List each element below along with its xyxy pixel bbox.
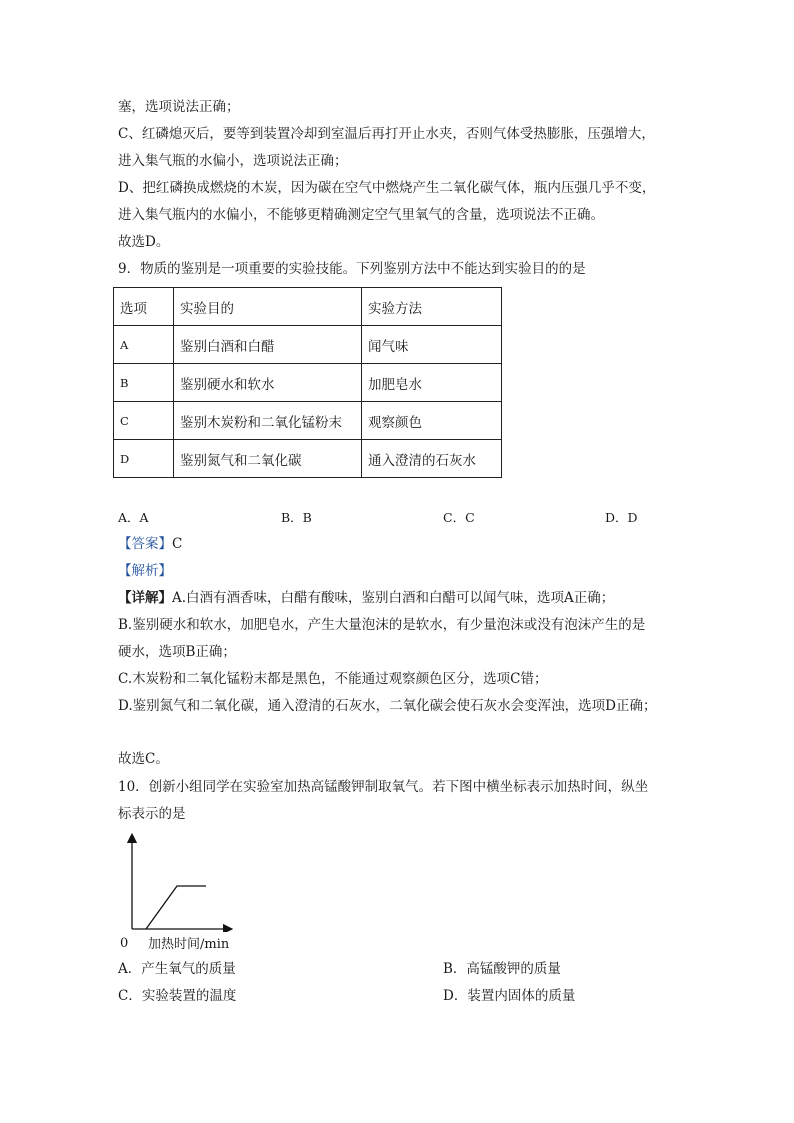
question-10-stem-continued: 标表示的是 — [118, 806, 186, 822]
prev-solution-line: 进入集气瓶的水偏小，选项说法正确； — [118, 153, 348, 169]
detail-line: 硬水，选项B正确； — [118, 644, 236, 660]
table-header-cell: 实验目的 — [174, 288, 362, 326]
detail-line: B.鉴别硬水和软水，加肥皂水，产生大量泡沫的是软水，有少量泡沫或没有泡沫产生的是 — [118, 617, 646, 633]
table-row — [114, 326, 502, 364]
question-10-option-b: B．高锰酸钾的质量 — [443, 961, 561, 977]
question-10-option-c: C．实验装置的温度 — [118, 988, 237, 1004]
question-9-option-c: C．C — [443, 510, 475, 525]
analysis-tag: 【解析】 — [118, 563, 172, 579]
question-9-option-d: D．D — [605, 510, 638, 525]
table-cell: 鉴别白酒和白醋 — [174, 326, 362, 364]
table-header-cell: 选项 — [114, 288, 174, 326]
answer-value: C — [172, 536, 183, 552]
table-cell: D — [114, 440, 174, 478]
table-row — [114, 364, 502, 402]
table-cell: C — [114, 402, 174, 440]
table-cell: 闻气味 — [362, 326, 502, 364]
table-header-row — [114, 288, 502, 326]
answer-line — [118, 535, 182, 553]
table-cell: 加肥皂水 — [362, 364, 502, 402]
table-row — [114, 440, 502, 478]
question-10-option-d: D．装置内固体的质量 — [443, 988, 576, 1004]
question-9-option-b: B．B — [281, 510, 312, 525]
detail-line: C.木炭粉和二氧化锰粉末都是黑色，不能通过观察颜色区分，选项C错； — [118, 671, 548, 687]
graph-svg — [110, 832, 250, 932]
detail-line — [118, 589, 614, 607]
table-cell: 观察颜色 — [362, 402, 502, 440]
detail-tag: 【详解】 — [118, 590, 172, 606]
graph-curve — [146, 886, 206, 929]
answer-tag: 【答案】 — [118, 536, 172, 552]
detail-text: A.白酒有酒香味，白醋有酸味，鉴别白酒和白醋可以闻气味，选项A正确； — [172, 590, 615, 606]
table-header-cell: 实验方法 — [362, 288, 502, 326]
table-cell: 鉴别硬水和软水 — [174, 364, 362, 402]
question-10-stem: 10．创新小组同学在实验室加热高锰酸钾制取氧气。若下图中横坐标表示加热时间，纵坐 — [118, 779, 649, 795]
prev-solution-line: C、红磷熄灭后，要等到装置冷却到室温后再打开止水夹，否则气体受热膨胀，压强增大， — [118, 126, 655, 142]
conclusion: 故选C。 — [118, 751, 169, 767]
question-9-option-a: A．A — [118, 510, 149, 525]
prev-solution-line: 进入集气瓶内的水偏小，不能够更精确测定空气里氧气的含量，选项说法不正确。 — [118, 207, 604, 223]
graph-origin-label: 0 — [120, 936, 129, 951]
detail-line: D.鉴别氮气和二氧化碳，通入澄清的石灰水，二氧化碳会使石灰水会变浑浊，选项D正确； — [118, 698, 657, 714]
question-10-graph — [110, 832, 250, 936]
question-10-option-a: A．产生氧气的质量 — [118, 961, 236, 977]
table-cell: 通入澄清的石灰水 — [362, 440, 502, 478]
table-cell: A — [114, 326, 174, 364]
table-row — [114, 402, 502, 440]
graph-x-axis-label: 加热时间/min — [148, 937, 230, 952]
table-cell: 鉴别氮气和二氧化碳 — [174, 440, 362, 478]
prev-solution-line: 故选D。 — [118, 234, 170, 250]
table-cell: B — [114, 364, 174, 402]
table-cell: 鉴别木炭粉和二氧化锰粉末 — [174, 402, 362, 440]
prev-solution-line: D、把红磷换成燃烧的木炭，因为碳在空气中燃烧产生二氧化碳气体，瓶内压强几乎不变， — [118, 180, 656, 196]
question-9-stem: 9．物质的鉴别是一项重要的实验技能。下列鉴别方法中不能达到实验目的的是 — [118, 261, 586, 277]
prev-solution-line: 塞，选项说法正确； — [118, 99, 240, 115]
question-9-table — [113, 287, 502, 478]
